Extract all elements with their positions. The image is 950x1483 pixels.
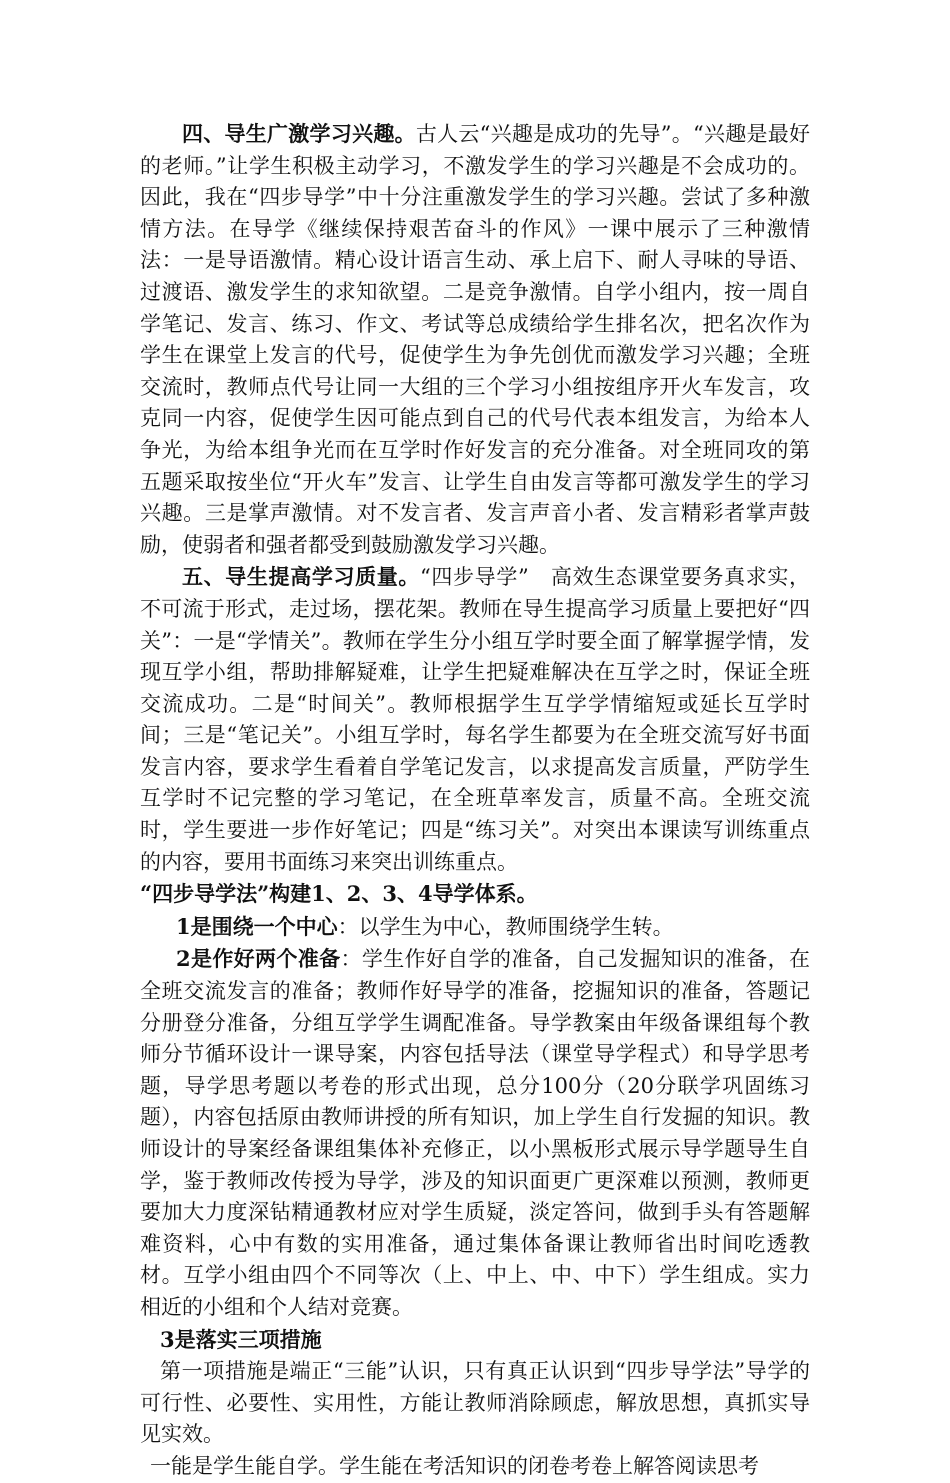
item-two-heading: 2是作好两个准备	[176, 946, 341, 972]
system-heading-paragraph	[140, 878, 810, 911]
item-two-paragraph	[140, 943, 810, 1323]
item-one-body: ：以学生为中心，教师围绕学生转。	[337, 914, 674, 939]
measure-one-paragraph: 第一项措施是端正“三能”认识，只有真正认识到“四步导学法”导学的可行性、必要性、实用性，方能让教师消除顾虑，解放思想，真抓实导见实效。	[140, 1359, 810, 1447]
section-five-heading: 五、导生提高学习质量。	[182, 564, 421, 590]
item-one-heading: 1是围绕一个中心	[176, 913, 338, 939]
item-one-paragraph	[140, 911, 810, 944]
ability-one-paragraph: 一能是学生能自学。学生能在考活知识的闭卷考卷上解答阅读思考	[150, 1453, 759, 1478]
item-three-heading: 3是落实三项措施	[160, 1326, 322, 1352]
section-four-paragraph	[140, 118, 810, 561]
section-four-body: 古人云“兴趣是成功的先导”。“兴趣是最好的老师。”让学生积极主动学习，不激发学生的学习兴趣是不会成功的。因此，我在“四步导学”中十分注重激发学生的学习兴趣。尝试了多种激情方法。在导学《继续保持艰苦奋斗的作风》一课中展示了三种激情法：一是导语激情。精心设计语言生动、承上启下、耐人寻味的导语、过渡语、激发学生的求知欲望。二是竞争激情。自学小组内，按一周自学笔记、发言、练习、作文、考试等总成绩给学生排名次，把名次作为学生在课堂上发言的代号，促使学生为争先创优而激发学习兴趣；全班交流时，教师点代号让同一大组的三个学习小组按组序开火车发言，攻克同一内容，促使学生因可能点到自己的代号代表本组发言，为给本人争光，为给本组争光而在互学时作好发言的充分准备。对全班同攻的第五题采取按坐位“开火车”发言、让学生自由发言等都可激发学生的学习兴趣。三是掌声激情。对不发言者、发言声音小者、发言精彩者掌声鼓励，使弱者和强者都受到鼓励激发学习兴趣。	[140, 122, 810, 557]
system-heading: “四步导学法”构建1、2、3、4导学体系。	[140, 881, 538, 907]
item-two-body: ：学生作好自学的准备，自己发掘知识的准备，在全班交流发言的准备；教师作好导学的准备，挖掘知识的准备，答题记分册登分准备，分组互学学生调配准备。导学教案由年级备课组每个教师分节循环设计一课导案，内容包括导法（课堂导学程式）和导学思考题，导学思考题以考卷的形式出现，总分100分（20分联学巩固练习题），内容包括原由教师讲授的所有知识，加上学生自行发掘的知识。教师设计的导案经备课组集体补充修正，以小黑板形式展示导学题导生自学，鉴于教师改传授为导学，涉及的知识面更广更深难以预测，教师更要加大力度深钻精通教材应对学生质疑，淡定答问，做到手头有答题解难资料，心中有数的实用准备，通过集体备课让教师省出时间吃透教材。互学小组由四个不同等次（上、中上、中、中下）学生组成。实力相近的小组和个人结对竞赛。	[140, 947, 810, 1319]
section-four-heading: 四、导生广激学习兴趣。	[182, 121, 416, 146]
section-five-body: “四步导学” 高效生态课堂要务真求实，不可流于形式，走过场，摆花架。教师在导生提高学习质量上要把好“四关”：一是“学情关”。教师在学生分小组互学时要全面了解掌握学情，发现互学小组，帮助排解疑难，让学生把疑难解决在互学之时，保证全班交流成功。二是“时间关”。教师根据学生互学学情缩短或延长互学时间；三是“笔记关”。小组互学时，每名学生都要为在全班交流写好书面发言内容，要求学生看着自学笔记发言，以求提高发言质量，严防学生互学时不记完整的学习笔记，在全班草率发言，质量不高。全班交流时，学生要进一步作好笔记；四是“练习关”。对突出本课读写训练重点的内容，要用书面练习来突出训练重点。	[140, 565, 810, 874]
section-five-paragraph	[140, 561, 810, 878]
item-three-paragraph	[140, 1324, 810, 1357]
